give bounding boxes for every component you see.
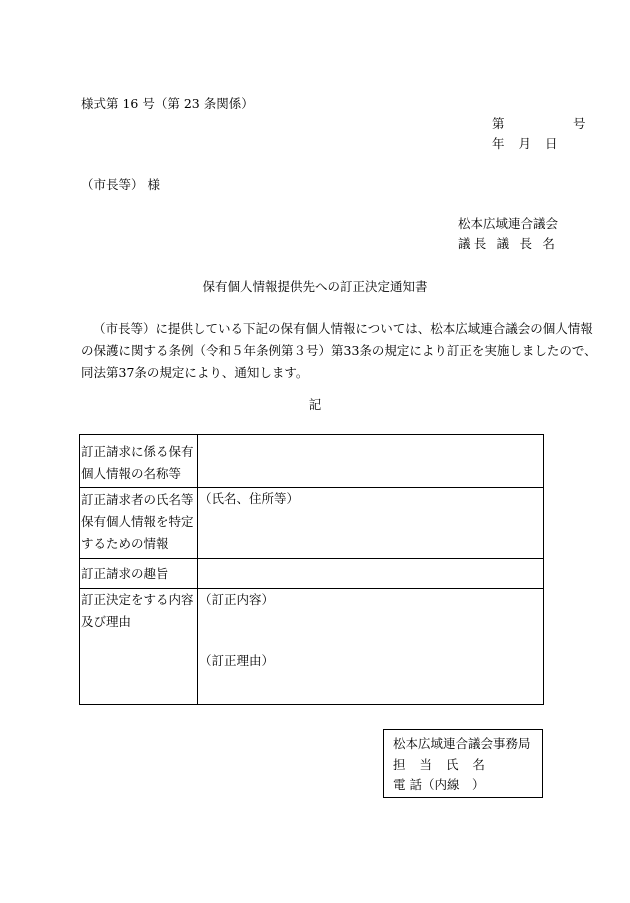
contact-box [383, 729, 543, 798]
info-table [79, 434, 544, 705]
row-label-cell [80, 589, 198, 705]
row-value-cell [198, 488, 544, 559]
row-label-cell [80, 559, 198, 589]
body-line: 同法第37条の規定により、通知します。 [81, 365, 309, 380]
row-label: 訂正決定をする内容及び理由 [81, 592, 194, 629]
row-label: 訂正請求者の氏名等保有個人情報を特定するための情報 [81, 492, 194, 551]
row-value [199, 435, 542, 441]
row-label-cell [80, 488, 198, 559]
document-date: 年 月 日 [492, 136, 563, 151]
row-value [199, 559, 542, 565]
body-line: の保護に関する条例（令和５年条例第３号）第33条の規定により訂正を実施しましたので、 [81, 343, 597, 358]
document-number: 第 号 [492, 116, 614, 131]
sender-organization: 松本広域連合議会 [458, 216, 559, 231]
contact-office: 松本広域連合議会事務局 [393, 736, 531, 751]
row-value-cell [198, 589, 544, 705]
row-label: 訂正請求の趣旨 [81, 566, 169, 581]
table-row [80, 559, 544, 589]
row-value-cell [198, 435, 544, 488]
recipient: （市長等） 様 [81, 177, 160, 192]
table-row [80, 488, 544, 559]
form-number: 様式第 16 号（第 23 条関係） [81, 96, 254, 111]
ki-heading: 記 [308, 397, 322, 412]
contact-phone: 電 話（内線 ） [393, 777, 485, 792]
row-note: （訂正理由） [199, 653, 275, 668]
row-label: 訂正請求に係る保有個人情報の名称等 [81, 444, 194, 481]
row-label-cell [80, 435, 198, 488]
table-row [80, 589, 544, 705]
row-value-cell [198, 559, 544, 589]
row-value: （氏名、住所等） [199, 491, 300, 506]
table-row [80, 435, 544, 488]
body-paragraph [81, 318, 597, 384]
row-value: （訂正内容） [199, 592, 275, 607]
sender-title: 議長 議 長 名 [458, 236, 559, 251]
body-line: （市長等）に提供している下記の保有個人情報については、松本広域連合議会の個人情報 [93, 321, 593, 336]
document-title: 保有個人情報提供先への訂正決定通知書 [202, 279, 428, 294]
contact-person: 担 当 氏 名 [393, 757, 490, 772]
